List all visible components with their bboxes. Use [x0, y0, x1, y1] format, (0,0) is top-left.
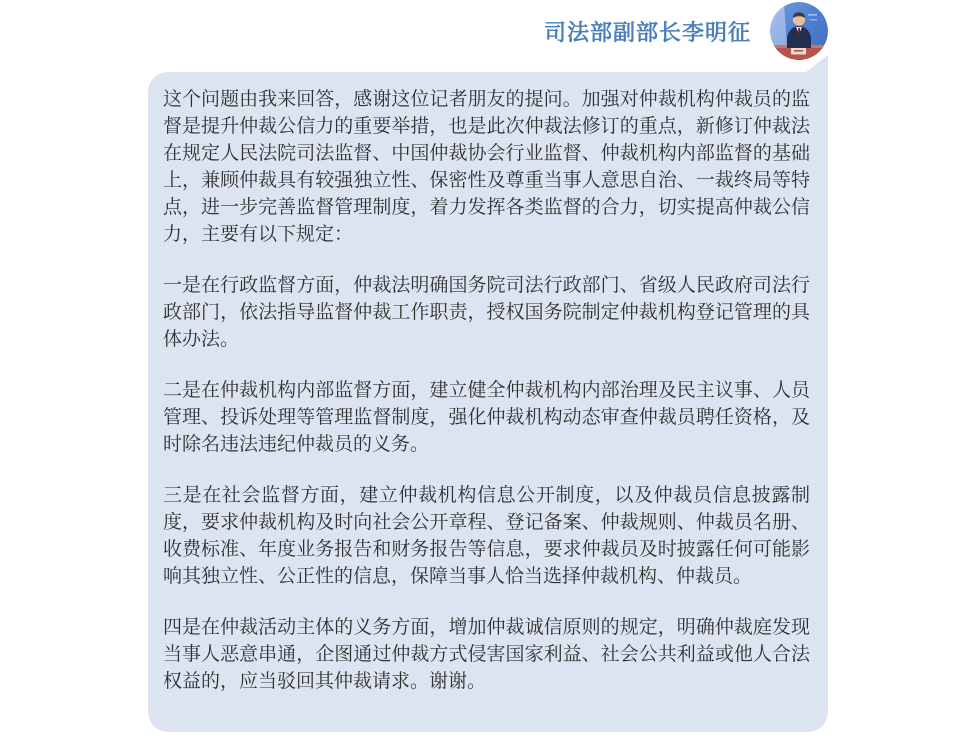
speaker-photo-illustration [770, 2, 828, 60]
answer-paragraph-point-1: 一是在行政监督方面，仲裁法明确国务院司法行政部门、省级人民政府司法行政部门，依法指导监督仲裁工作职责，授权国务院制定仲裁机构登记管理的具体办法。 [163, 275, 810, 350]
answer-paragraph-intro: 这个问题由我来回答，感谢这位记者朋友的提问。加强对仲裁机构仲裁员的监督是提升仲裁公信力的重要举措，也是此次仲裁法修订的重点，新修订仲裁法在规定人民法院司法监督、中国仲裁协会行业监督、仲裁机构内部监督的基础上，兼顾仲裁具有较强独立性、保密性及尊重当事人意思自治、一裁终局等特点，进一步完善监督管理制度，着力发挥各类监督的合力，切实提高仲裁公信力，主要有以下规定： [163, 89, 810, 245]
answer-paragraph-point-4: 四是在仲裁活动主体的义务方面，增加仲裁诚信原则的规定，明确仲裁庭发现当事人恶意串通，企图通过仲裁方式侵害国家利益、社会公共利益或他人合法权益的，应当驳回其仲裁请求。谢谢。 [163, 617, 810, 692]
speaker-avatar-photo [770, 2, 828, 60]
answer-paragraph-point-2: 二是在仲裁机构内部监督方面，建立健全仲裁机构内部治理及民主议事、人员管理、投诉处理等管理监督制度，强化仲裁机构动态审查仲裁员聘任资格，及时除名违法违纪仲裁员的义务。 [163, 380, 810, 455]
answer-paragraph-point-3: 三是在社会监督方面，建立仲裁机构信息公开制度，以及仲裁员信息披露制度，要求仲裁机构及时向社会公开章程、登记备案、仲裁规则、仲裁员名册、收费标准、年度业务报告和财务报告等信息，要求仲裁员及时披露任何可能影响其独立性、公正性的信息，保障当事人恰当选择仲裁机构、仲裁员。 [163, 485, 810, 587]
speech-bubble [148, 72, 828, 732]
speaker-header [148, 0, 828, 62]
speaker-name: 司法部副部长李明征 [543, 19, 751, 45]
bubble-tail [806, 55, 828, 72]
